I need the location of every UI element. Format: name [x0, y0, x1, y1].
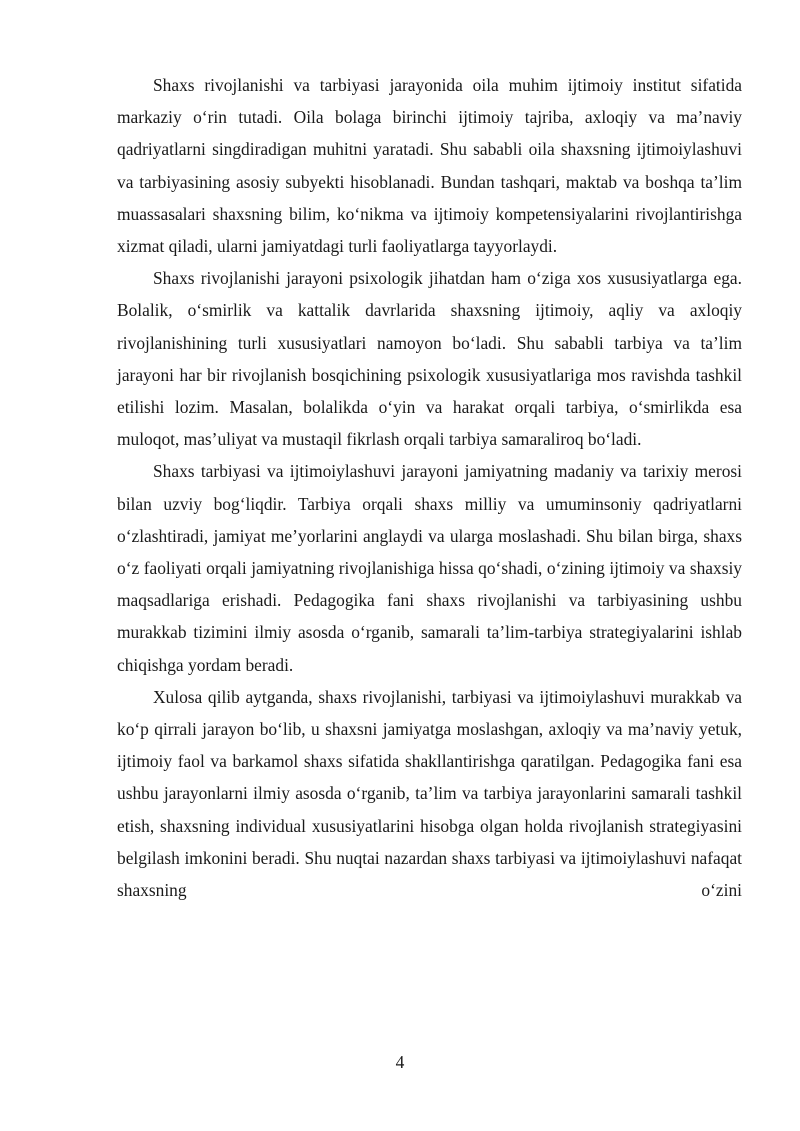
paragraph-family-role: Shaxs rivojlanishi va tarbiyasi jarayonida oila muhim ijtimoiy institut sifatida markaziy o‘rin tutadi. Oila bolaga birinchi ijtimoiy tajriba, axloqiy va ma’naviy qadriyatlarni singdiradigan muhitni yaratadi. Shu sababli oila shaxsning ijtimoiylashuvi va tarbiyasining asosiy subyekti hisoblanadi. Bundan tashqari, maktab va boshqa ta’lim muassasalari shaxsning bilim, ko‘nikma va ijtimoiy kompetensiyalarini rivojlantirishga xizmat qiladi, ularni jamiyatdagi turli faoliyatlarga tayyorlaydi.	[117, 75, 742, 257]
paragraph-psychological-stages: Shaxs rivojlanishi jarayoni psixologik jihatdan ham o‘ziga xos xususiyatlarga ega. Bolalik, o‘smirlik va kattalik davrlarida shaxsning ijtimoiy, aqliy va axloqiy rivojlanishining turli xususiyatlari namoyon bo‘ladi. Shu sababli tarbiya va ta’lim jarayoni har bir rivojlanish bosqichining psixologik xususiyatlariga mos ravishda tashkil etilishi lozim. Masalan, bolalikda o‘yin va harakat orqali tarbiya, o‘smirlikda esa muloqot, mas’uliyat va mustaqil fikrlash orqali tarbiya samaraliroq bo‘ladi.	[117, 268, 742, 450]
page-number: 4	[395, 1052, 405, 1072]
paragraph-cultural-heritage: Shaxs tarbiyasi va ijtimoiylashuvi jarayoni jamiyatning madaniy va tarixiy merosi bilan uzviy bog‘liqdir. Tarbiya orqali shaxs milliy va umuminsoniy qadriyatlarni o‘zlashtiradi, jamiyat me’yorlarini anglaydi va ularga moslashadi. Shu bilan birga, shaxs o‘z faoliyati orqali jamiyatning rivojlanishiga hissa qo‘shadi, o‘zining ijtimoiy va shaxsiy maqsadlariga erishadi. Pedagogika fani shaxs rivojlanishi va tarbiyasining ushbu murakkab tizimini ilmiy asosda o‘rganib, samarali ta’lim-tarbiya strategiyalarini ishlab chiqishga yordam beradi.	[117, 461, 742, 675]
body-text	[117, 69, 742, 906]
paragraph-conclusion: Xulosa qilib aytganda, shaxs rivojlanishi, tarbiyasi va ijtimoiylashuvi murakkab va ko‘p qirrali jarayon bo‘lib, u shaxsni jamiyatga moslashgan, axloqiy va ma’naviy yetuk, ijtimoiy faol va barkamol shaxs sifatida shakllantirishga qaratilgan. Pedagogika fani esa ushbu jarayonlarni ilmiy asosda o‘rganib, ta’lim va tarbiya jarayonlarini samarali tashkil etish, shaxsning individual xususiyatlarini hisobga olgan holda rivojlanish strategiyasini belgilash imkonini beradi. Shu nuqtai nazardan shaxs tarbiyasi va ijtimoiylashuvi nafaqat shaxsning o‘zini	[117, 686, 742, 901]
